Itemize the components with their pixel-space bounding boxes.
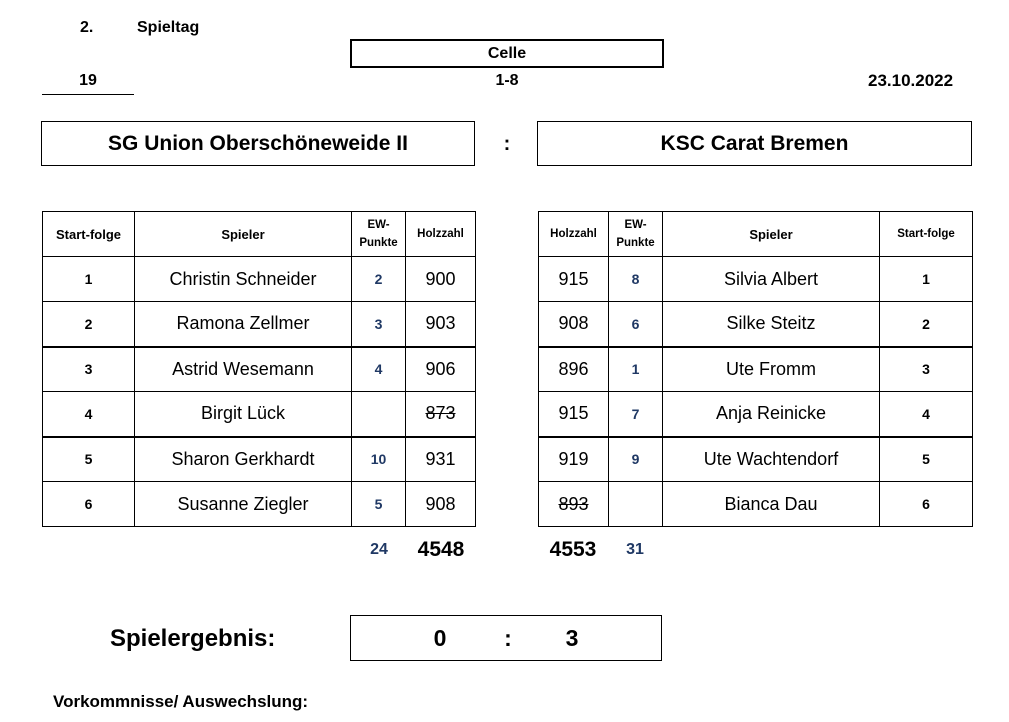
ew-points — [352, 392, 406, 437]
ew-points: 8 — [609, 257, 663, 302]
wood-count-struck: 893 — [539, 482, 609, 527]
player-name: Birgit Lück — [135, 392, 352, 437]
notes-label: Vorkommnisse/ Auswechslung: — [53, 692, 309, 711]
home-table — [42, 211, 476, 527]
wood-count: 906 — [406, 347, 476, 392]
player-name: Ramona Zellmer — [135, 302, 352, 347]
table-row — [539, 347, 973, 392]
ew-points: 3 — [352, 302, 406, 347]
ew-points — [609, 482, 663, 527]
table-row — [43, 302, 476, 347]
result-home-score: 0 — [433, 625, 447, 651]
ew-points: 4 — [352, 347, 406, 392]
player-name: Anja Reinicke — [663, 392, 880, 437]
wood-count: 915 — [539, 257, 609, 302]
lanes: 1-8 — [495, 72, 519, 89]
game-number: 19 — [79, 72, 97, 89]
home-team-name: SG Union Oberschöneweide II — [108, 131, 408, 155]
table-row — [539, 257, 973, 302]
player-name: Astrid Wesemann — [135, 347, 352, 392]
player-name: Ute Fromm — [663, 347, 880, 392]
wood-count: 931 — [406, 437, 476, 482]
start-order: 3 — [43, 347, 135, 392]
ew-points: 9 — [609, 437, 663, 482]
wood-count-struck: 873 — [406, 392, 476, 437]
game-number-underline — [42, 94, 134, 95]
player-name: Silke Steitz — [663, 302, 880, 347]
start-order: 2 — [880, 302, 973, 347]
result-box — [350, 615, 662, 661]
away-header-ew-points: EW-Punkte — [609, 212, 663, 257]
table-row — [539, 437, 973, 482]
away-header-row — [539, 212, 973, 257]
result-label: Spielergebnis: — [110, 625, 276, 652]
matchday-number: 2. — [80, 19, 94, 36]
matchday-label: Spieltag — [137, 19, 200, 36]
away-total-points: 31 — [626, 541, 644, 558]
start-order: 1 — [880, 257, 973, 302]
start-order: 4 — [880, 392, 973, 437]
start-order: 6 — [43, 482, 135, 527]
player-name: Susanne Ziegler — [135, 482, 352, 527]
away-table — [538, 211, 973, 527]
table-row — [43, 257, 476, 302]
away-header-wood: Holzzahl — [539, 212, 609, 257]
team-separator: : — [503, 133, 511, 155]
away-header-start-order: Start-folge — [880, 212, 973, 257]
start-order: 2 — [43, 302, 135, 347]
start-order: 6 — [880, 482, 973, 527]
wood-count: 903 — [406, 302, 476, 347]
home-total-wood: 4548 — [417, 538, 465, 561]
table-row — [539, 392, 973, 437]
start-order: 5 — [880, 437, 973, 482]
start-order: 5 — [43, 437, 135, 482]
table-row — [43, 392, 476, 437]
match-date: 23.10.2022 — [868, 71, 954, 90]
wood-count: 900 — [406, 257, 476, 302]
player-name: Ute Wachtendorf — [663, 437, 880, 482]
ew-points: 7 — [609, 392, 663, 437]
home-header-row — [43, 212, 476, 257]
away-team-box — [537, 121, 972, 166]
start-order: 1 — [43, 257, 135, 302]
venue: Celle — [487, 45, 527, 62]
player-name: Bianca Dau — [663, 482, 880, 527]
away-header-player: Spieler — [663, 212, 880, 257]
wood-count: 908 — [406, 482, 476, 527]
table-row — [539, 302, 973, 347]
home-header-wood: Holzzahl — [406, 212, 476, 257]
ew-points: 2 — [352, 257, 406, 302]
home-team-box — [41, 121, 475, 166]
wood-count: 919 — [539, 437, 609, 482]
wood-count: 896 — [539, 347, 609, 392]
table-row — [43, 482, 476, 527]
ew-points: 1 — [609, 347, 663, 392]
venue-box — [350, 39, 664, 68]
ew-points: 6 — [609, 302, 663, 347]
away-team-name: KSC Carat Bremen — [660, 131, 849, 155]
player-name: Silvia Albert — [663, 257, 880, 302]
wood-count: 915 — [539, 392, 609, 437]
player-name: Sharon Gerkhardt — [135, 437, 352, 482]
start-order: 3 — [880, 347, 973, 392]
table-row — [43, 347, 476, 392]
home-total-points: 24 — [370, 541, 388, 558]
result-separator: : — [504, 625, 512, 651]
table-row — [43, 437, 476, 482]
table-row — [539, 482, 973, 527]
home-header-player: Spieler — [135, 212, 352, 257]
ew-points: 5 — [352, 482, 406, 527]
result-away-score: 3 — [565, 625, 579, 651]
home-header-ew-points: EW-Punkte — [352, 212, 406, 257]
ew-points: 10 — [352, 437, 406, 482]
start-order: 4 — [43, 392, 135, 437]
wood-count: 908 — [539, 302, 609, 347]
player-name: Christin Schneider — [135, 257, 352, 302]
home-header-start-order: Start-folge — [43, 212, 135, 257]
away-total-wood: 4553 — [549, 538, 597, 561]
